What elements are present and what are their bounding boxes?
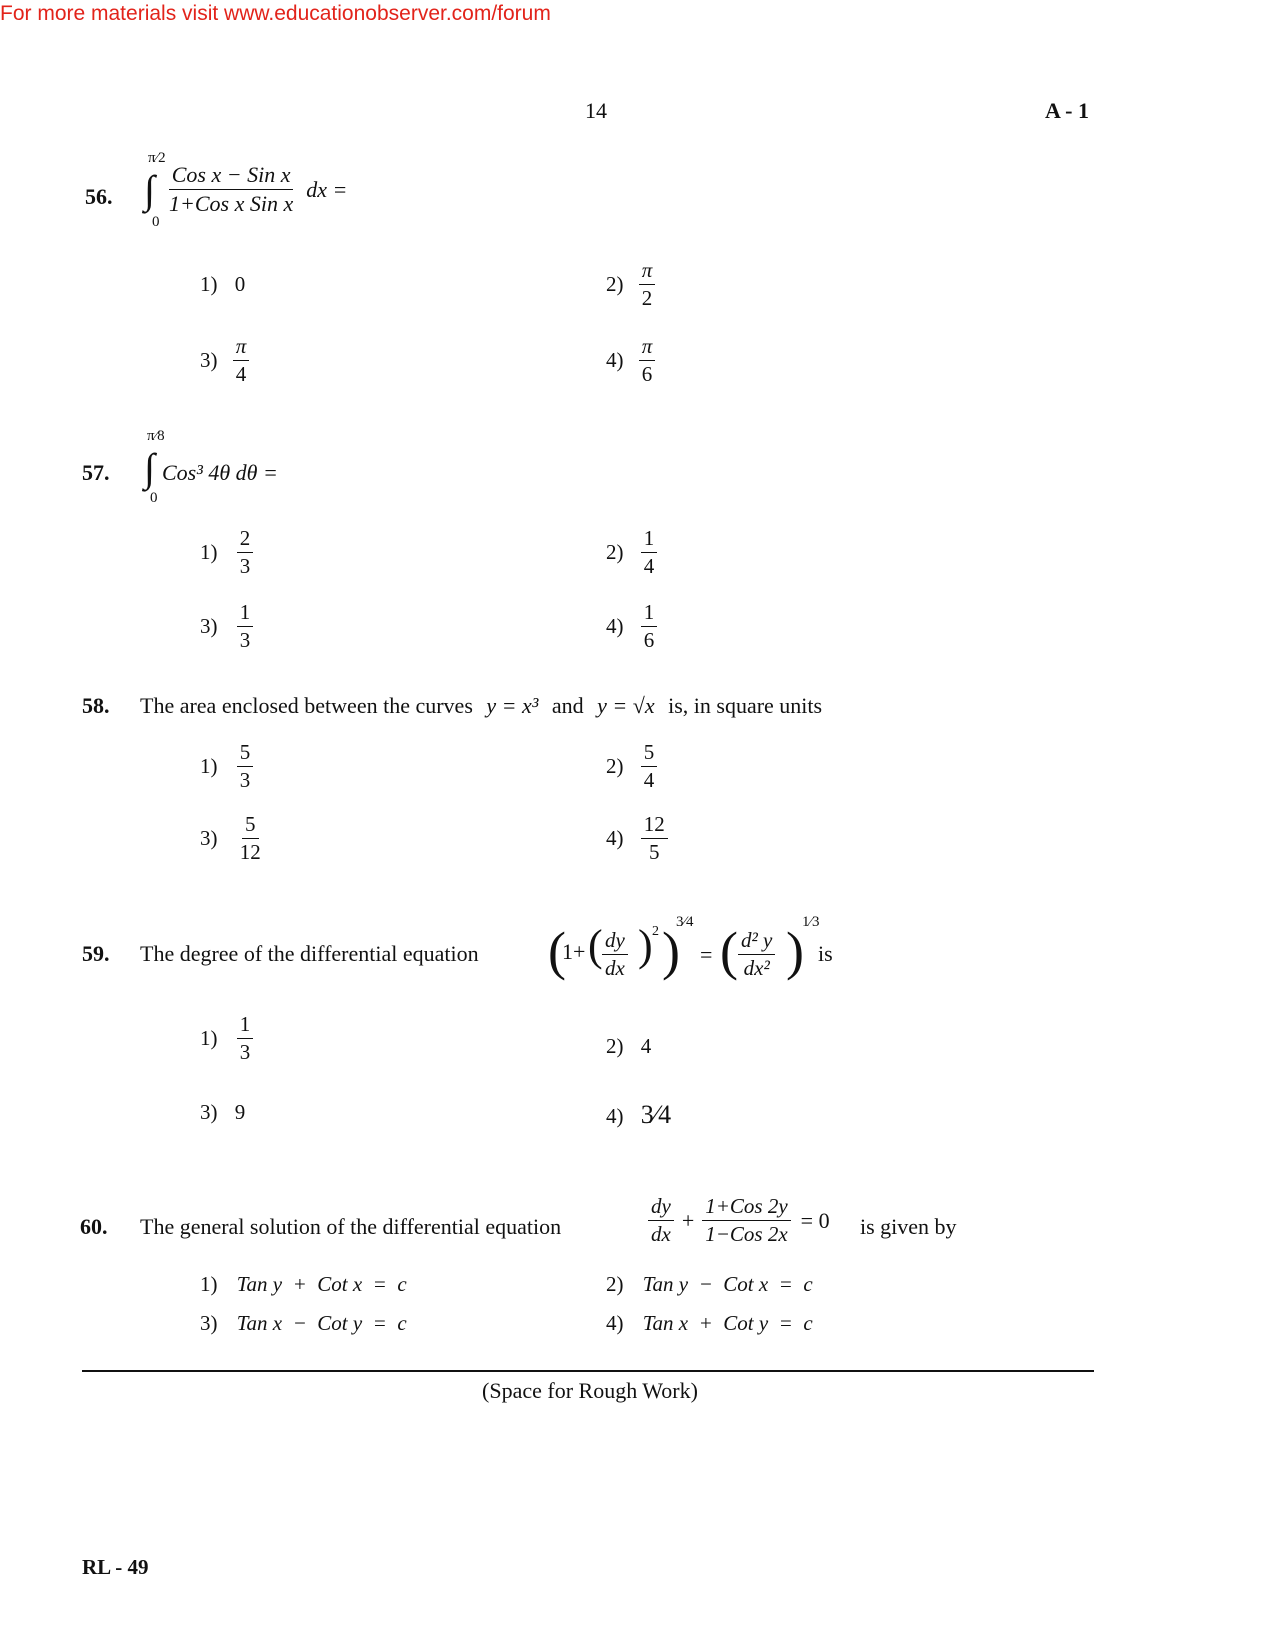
question-text-part: and xyxy=(551,693,584,718)
integral-sign: ∫ xyxy=(144,445,155,490)
fraction-denominator: 3 xyxy=(239,554,251,579)
question-text-end: is given by xyxy=(860,1214,957,1239)
option-value: Tan x + Cot y = c xyxy=(642,1311,813,1335)
lhs-outer-exponent: 3⁄4 xyxy=(676,914,694,930)
option-3[interactable] xyxy=(200,812,264,865)
question-text: The general solution of the differential equation xyxy=(140,1214,562,1239)
fraction-numerator: 5 xyxy=(641,740,658,767)
option-label: 3) xyxy=(200,614,218,639)
question-text xyxy=(140,693,822,719)
lower-limit: 0 xyxy=(150,490,158,506)
option-4[interactable] xyxy=(606,600,657,653)
fraction-numerator: π xyxy=(639,334,656,361)
option-label: 2) xyxy=(606,540,624,565)
question-number: 56. xyxy=(85,184,113,209)
option-4[interactable] xyxy=(606,1311,813,1336)
integrand-tail: dx = xyxy=(306,176,348,202)
integrand-numerator: Cos x − Sin x xyxy=(169,162,294,190)
option-3[interactable] xyxy=(200,334,249,387)
option-2[interactable] xyxy=(606,740,657,793)
option-1[interactable] xyxy=(200,740,253,793)
option-label: 1) xyxy=(200,272,218,296)
fraction-denominator: 4 xyxy=(235,362,247,387)
term-1-numerator: dy xyxy=(648,1194,674,1221)
option-4[interactable] xyxy=(606,334,655,387)
lower-limit: 0 xyxy=(152,214,160,230)
fraction-denominator: 6 xyxy=(643,628,655,653)
fraction-denominator: 6 xyxy=(641,362,653,387)
footer-code: RL - 49 xyxy=(82,1555,149,1579)
equals-sign: = xyxy=(700,942,713,967)
option-label: 1) xyxy=(200,1272,218,1296)
fraction-numerator: π xyxy=(639,258,656,285)
option-label: 3) xyxy=(200,1100,218,1124)
option-value: 0 xyxy=(234,272,246,296)
fraction-numerator: 2 xyxy=(237,526,254,553)
option-label: 1) xyxy=(200,1026,218,1051)
option-2[interactable] xyxy=(606,258,655,311)
option-label: 4) xyxy=(606,826,624,851)
fraction-denominator: 4 xyxy=(643,554,655,579)
fraction-denominator: 2 xyxy=(641,286,653,311)
divider-rule xyxy=(82,1370,1094,1372)
term-2-numerator: 1+Cos 2y xyxy=(702,1194,790,1221)
upper-limit: π⁄2 xyxy=(148,150,166,166)
option-3[interactable] xyxy=(200,1311,407,1336)
equation-rhs: = 0 xyxy=(800,1207,830,1233)
option-label: 2) xyxy=(606,754,624,779)
option-value: Tan y + Cot x = c xyxy=(236,1272,407,1296)
term-1-denominator: dx xyxy=(651,1222,671,1247)
option-1[interactable] xyxy=(200,272,245,297)
option-label: 3) xyxy=(200,348,218,373)
differential-equation: ( 1+ ( $\frac{dy}{dx}$ ) 2 ) 3⁄4 = ( $\frac{\text{d² y}}{\text{dx²}}$ ) 1⁄3 xyxy=(548,914,820,981)
option-label: 4) xyxy=(606,614,624,639)
rough-work-label: (Space for Rough Work) xyxy=(482,1378,698,1403)
option-value: 4 xyxy=(640,1034,652,1058)
option-label: 2) xyxy=(606,1034,624,1058)
fraction-numerator: 12 xyxy=(641,812,668,839)
option-3[interactable] xyxy=(200,1100,245,1125)
fraction-denominator: 4 xyxy=(643,768,655,793)
fraction-numerator: 1 xyxy=(237,600,254,627)
option-label: 4) xyxy=(606,348,624,373)
option-value: Tan x − Cot y = c xyxy=(236,1311,407,1335)
option-label: 2) xyxy=(606,1272,624,1296)
integrand-denominator: 1+Cos x Sin x xyxy=(169,191,294,217)
option-value: 9 xyxy=(234,1100,246,1124)
lhs-prefix: 1+ xyxy=(562,939,586,964)
curve-1: y = x³ xyxy=(486,693,539,718)
question-text-end: is xyxy=(818,941,833,966)
question-text-part: is, in square units xyxy=(668,693,823,718)
upper-limit: π⁄8 xyxy=(147,428,165,444)
option-label: 1) xyxy=(200,540,218,565)
plus-sign: + xyxy=(681,1207,695,1233)
lhs-numerator: dy xyxy=(602,928,628,955)
option-2[interactable] xyxy=(606,1034,651,1059)
option-2[interactable] xyxy=(606,526,657,579)
fraction-denominator: 3 xyxy=(239,628,251,653)
option-1[interactable] xyxy=(200,1012,253,1065)
fraction-denominator: 3 xyxy=(239,1040,251,1065)
fraction-denominator: 5 xyxy=(649,840,660,865)
integrand: Cos³ 4θ dθ = xyxy=(162,460,278,485)
fraction-numerator: 1 xyxy=(641,526,658,553)
option-label: 2) xyxy=(606,272,624,297)
option-2[interactable] xyxy=(606,1272,813,1297)
fraction-numerator: 5 xyxy=(237,740,254,767)
fraction-numerator: π xyxy=(233,334,250,361)
page-number: 14 xyxy=(585,98,607,123)
fraction-denominator: 12 xyxy=(239,840,261,865)
paper-code: A - 1 xyxy=(1045,98,1089,123)
option-label: 1) xyxy=(200,754,218,779)
fraction-denominator: 3 xyxy=(239,768,251,793)
question-text-part: The area enclosed between the curves xyxy=(140,693,473,718)
rhs-denominator: dx² xyxy=(743,956,770,981)
option-3[interactable] xyxy=(200,600,253,653)
question-number: 57. xyxy=(82,460,110,485)
question-number: 60. xyxy=(80,1214,108,1239)
fraction-numerator: 5 xyxy=(242,812,259,839)
question-text: The degree of the differential equation xyxy=(140,941,479,966)
question-number: 58. xyxy=(82,693,110,718)
option-label: 4) xyxy=(606,1104,624,1128)
option-1[interactable] xyxy=(200,1272,407,1297)
integral-sign: ∫ xyxy=(144,167,155,212)
term-2-denominator: 1−Cos 2x xyxy=(705,1222,788,1247)
option-4[interactable] xyxy=(606,812,668,865)
rhs-exponent: 1⁄3 xyxy=(802,914,820,930)
option-1[interactable] xyxy=(200,526,253,579)
option-label: 4) xyxy=(606,1311,624,1335)
differential-equation xyxy=(648,1194,830,1247)
option-label: 3) xyxy=(200,826,218,851)
option-label: 3) xyxy=(200,1311,218,1335)
option-value: 3⁄4 xyxy=(640,1100,672,1129)
source-banner[interactable]: For more materials visit www.educationobserver.com/forum xyxy=(0,2,551,25)
curve-2: y = √x xyxy=(597,693,655,718)
option-value: Tan y − Cot x = c xyxy=(642,1272,813,1296)
fraction-numerator: 1 xyxy=(641,600,658,627)
question-number: 59. xyxy=(82,941,110,966)
option-4[interactable] xyxy=(606,1100,671,1130)
lhs-denominator: dx xyxy=(605,956,625,981)
rhs-numerator: d² y xyxy=(738,928,775,955)
fraction-numerator: 1 xyxy=(237,1012,254,1039)
lhs-inner-exponent: 2 xyxy=(652,924,659,939)
